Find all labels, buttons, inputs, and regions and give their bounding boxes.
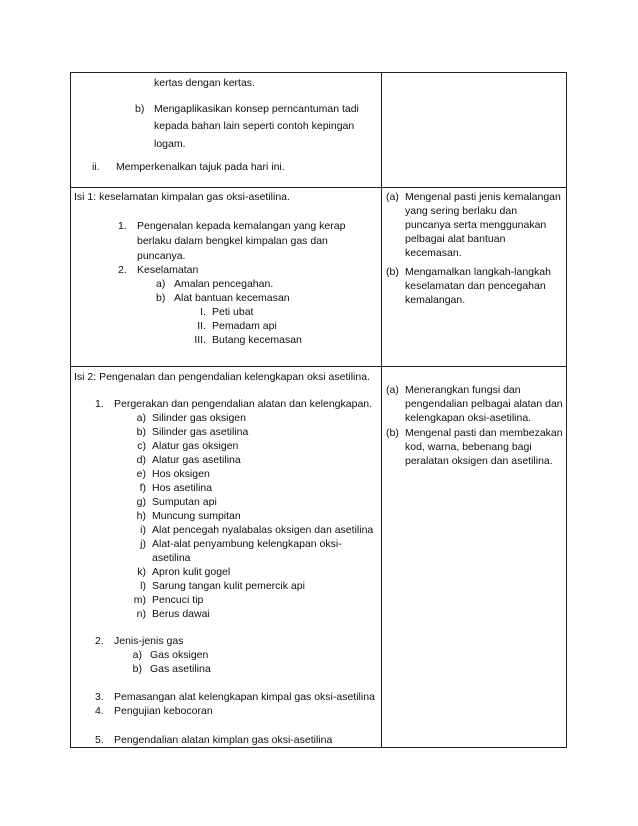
text-line: Pengendalian alatan kimplan gas oksi-asetilina <box>114 734 333 746</box>
list-marker: b) <box>132 663 142 675</box>
list-marker: d) <box>136 454 146 466</box>
list-marker: ii. <box>92 161 100 173</box>
text-line: pelbagai alat bantuan <box>405 233 506 245</box>
list-item: Alat bantuan kecemasan <box>174 292 290 304</box>
text-line: peralatan oksigen dan asetilina. <box>405 455 553 467</box>
text-line: Menerangkan fungsi dan <box>405 384 521 396</box>
row-divider-1 <box>70 187 567 188</box>
text-line: kepada bahan lain seperti contoh kepingan <box>154 120 355 132</box>
list-item: asetilina <box>152 552 191 564</box>
text-line: Pengujian kebocoran <box>114 705 213 717</box>
list-marker: 2. <box>95 635 104 647</box>
list-item: Amalan pencegahan. <box>174 278 274 290</box>
list-item: Gas oksigen <box>150 649 209 661</box>
list-item: Muncung sumpitan <box>152 510 241 522</box>
list-marker: (b) <box>386 427 399 439</box>
list-item: Silinder gas asetilina <box>152 426 249 438</box>
text-line: Mengaplikasikan konsep perncantuman tadi <box>154 103 359 115</box>
list-marker: 2. <box>118 264 127 276</box>
table-top-border <box>70 72 567 73</box>
text-line: Keselamatan <box>137 264 199 276</box>
text-line: kertas dengan kertas. <box>154 77 255 89</box>
list-marker: b) <box>156 292 166 304</box>
list-marker: b) <box>136 426 146 438</box>
list-marker: k) <box>137 566 146 578</box>
list-item: Gas asetilina <box>150 663 211 675</box>
list-item: Butang kecemasan <box>212 334 302 346</box>
list-marker: a) <box>136 412 146 424</box>
list-item: Peti ubat <box>212 306 254 318</box>
list-marker: (b) <box>386 266 399 278</box>
text-line: keselamatan dan pencegahan <box>405 280 546 292</box>
list-marker: I. <box>200 306 206 318</box>
section-title: Isi 1: keselamatan kimpalan gas oksi-asetilina. <box>74 191 290 203</box>
list-item: Silinder gas oksigen <box>152 412 246 424</box>
text-line: yang sering berlaku dan <box>405 205 518 217</box>
section-title: Isi 2: Pengenalan dan pengendalian kelengkapan oksi asetilina. <box>74 371 370 383</box>
text-line: Mengamalkan langkah-langkah <box>405 266 551 278</box>
text-line: Jenis-jenis gas <box>114 635 184 647</box>
list-item: Alat-alat penyambung kelengkapan oksi- <box>152 538 342 550</box>
text-line: Pengenalan kepada kemalangan yang kerap <box>137 220 346 232</box>
text-line: kelengkapan oksi-asetilina. <box>405 412 532 424</box>
text-line: Pergerakan dan pengendalian alatan dan kelengkapan. <box>114 398 373 410</box>
list-item: Alat pencegah nyalabalas oksigen dan asetilina <box>152 524 374 536</box>
list-marker: j) <box>140 538 146 550</box>
text-line: kecemasan. <box>405 247 462 259</box>
text-line: Memperkenalkan tajuk pada hari ini. <box>116 161 285 173</box>
text-line: logam. <box>154 138 186 150</box>
text-line: pengendalian pelbagai alatan dan <box>405 398 563 410</box>
list-marker: 3. <box>95 691 104 703</box>
list-item: Apron kulit gogel <box>152 566 231 578</box>
text-line: kemalangan. <box>405 294 466 306</box>
list-marker: 1. <box>95 398 104 410</box>
list-marker: a) <box>156 278 166 290</box>
list-item: Alatur gas oksigen <box>152 440 239 452</box>
list-marker: III. <box>194 334 206 346</box>
list-item: Sumputan api <box>152 496 217 508</box>
list-marker: f) <box>139 482 146 494</box>
table-left-border <box>70 72 71 748</box>
text-line: puncanya. <box>137 250 186 262</box>
text-line: Mengenal pasti jenis kemalangan <box>405 191 561 203</box>
text-line: Pemasangan alat kelengkapan kimpal gas oksi-asetilina <box>114 691 375 703</box>
list-marker: b) <box>135 103 145 115</box>
list-item: Pencuci tip <box>152 594 204 606</box>
text-line: puncanya serta menggunakan <box>405 219 547 231</box>
list-marker: c) <box>137 440 146 452</box>
list-marker: g) <box>136 496 146 508</box>
row-divider-2 <box>70 366 567 367</box>
table-right-border <box>566 72 567 748</box>
list-marker: II. <box>197 320 206 332</box>
text-line: berlaku dalam bengkel kimpalan gas dan <box>137 235 328 247</box>
list-item: Berus dawai <box>152 608 210 620</box>
column-divider <box>381 72 382 748</box>
list-marker: (a) <box>386 191 399 203</box>
list-marker: i) <box>140 524 146 536</box>
text-line: kod, warna, bebenang bagi <box>405 441 532 453</box>
list-marker: 4. <box>95 705 104 717</box>
list-item: Pemadam api <box>212 320 277 332</box>
list-item: Hos asetilina <box>152 482 213 494</box>
text-line: Mengenal pasti dan membezakan <box>405 427 563 439</box>
list-item: Hos oksigen <box>152 468 210 480</box>
list-marker: m) <box>133 594 146 606</box>
list-marker: n) <box>136 608 146 620</box>
list-marker: 1. <box>118 220 127 232</box>
list-marker: h) <box>136 510 146 522</box>
list-item: Alatur gas asetilina <box>152 454 241 466</box>
list-marker: 5. <box>95 734 104 746</box>
list-marker: a) <box>132 649 142 661</box>
list-marker: l) <box>140 580 146 592</box>
list-marker: e) <box>136 468 146 480</box>
list-item: Sarung tangan kulit pemercik api <box>152 580 305 592</box>
list-marker: (a) <box>386 384 399 396</box>
